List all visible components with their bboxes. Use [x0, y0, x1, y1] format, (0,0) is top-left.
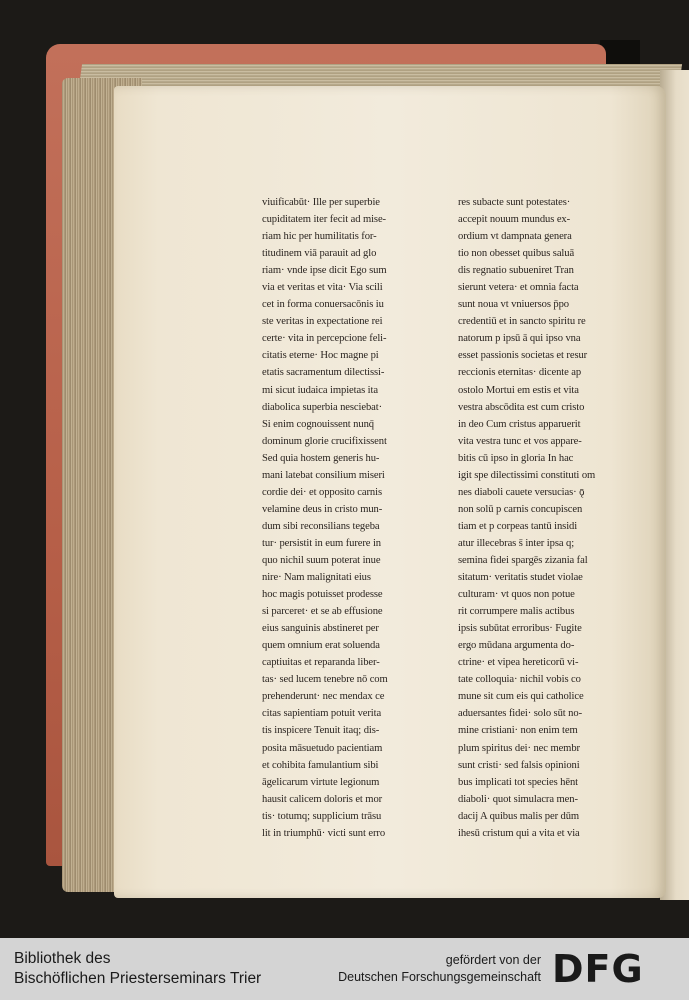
- text-line: vestra abscōdita est cum cristo: [458, 401, 585, 413]
- text-line: cupiditatem iter fecit ad mise-: [262, 214, 386, 226]
- text-line: tiam et p corpeas tantū insidi: [458, 520, 578, 532]
- text-line: dis regnatio subueniret Tran: [458, 265, 574, 277]
- library-name-line1: Bibliothek des: [14, 950, 111, 967]
- library-name: [14, 949, 261, 989]
- text-line: ordium vt dampnata genera: [458, 231, 572, 243]
- text-line: lit in triumphū· victi sunt erro: [262, 827, 386, 839]
- text-line: res subacte sunt potestates·: [458, 197, 571, 208]
- text-line: diabolica superbia nesciebat·: [262, 401, 383, 413]
- text-line: titudinem viā parauit ad glo: [262, 248, 377, 260]
- text-line: plum spiritus dei· nec membr: [458, 742, 580, 754]
- text-line: non solū p carnis concupiscen: [458, 503, 583, 515]
- text-line: tio non obesset quibus saluā: [458, 248, 575, 260]
- text-line: ihesū cristum qui a vita et via: [458, 827, 580, 839]
- text-line: dominum glorie crucifixissent: [262, 435, 387, 447]
- text-line: tate colloquia· nichil vobis co: [458, 674, 581, 686]
- text-line: velamine deus in cristo mun-: [262, 503, 383, 515]
- text-line: mi sicut iudaica impietas ita: [262, 384, 378, 396]
- text-line: diaboli· quot simulacra men-: [458, 793, 578, 805]
- text-line: si parceret· et se ab effusione: [262, 606, 383, 618]
- text-line: dum sibi reconsilians tegeba: [262, 520, 380, 532]
- text-line: cordie dei· et opposito carnis: [262, 486, 382, 498]
- text-line: tis· totumq; supplicium trāsu: [262, 810, 382, 822]
- text-line: Sed quia hostem generis hu-: [262, 452, 380, 464]
- text-line: reccionis eternitas· dicente ap: [458, 367, 582, 379]
- text-line: via et veritas et vita· Via scili: [262, 282, 383, 294]
- text-line: mine cristiani· non enim tem: [458, 725, 578, 737]
- text-line: viuificabūt· Ille per superbie: [262, 197, 380, 208]
- text-line: hausit calicem doloris et mor: [262, 793, 383, 805]
- text-line: vita vestra tunc et vos appare-: [458, 435, 582, 447]
- text-line: tur· persistit in eum furere in: [262, 537, 381, 549]
- text-line: esset passionis societas et resur: [458, 350, 588, 362]
- text-line: cet in forma conuersacōnis iu: [262, 299, 384, 311]
- text-column-left: [262, 194, 434, 842]
- text-line: certe· vita in percepcione feli-: [262, 333, 387, 345]
- text-line: citas sapientiam potuit verita: [262, 708, 382, 720]
- text-line: etatis sacramentum dilectissi-: [262, 367, 385, 379]
- text-line: riam hic per humilitatis for-: [262, 231, 377, 243]
- text-line: natorum p ipsū ā qui ipso vna: [458, 333, 581, 345]
- text-line: ctrine· et vipea hereticorū vi-: [458, 657, 579, 669]
- text-line: ipsis subūtat erroribus· Fugite: [458, 623, 582, 635]
- text-line: sunt cristi· sed falsis opinioni: [458, 759, 580, 771]
- text-line: āgelicarum virtute legionum: [262, 776, 380, 788]
- text-line: ostolo Mortui em estis et vita: [458, 384, 579, 396]
- text-line: tis inspicere Tenuit itaq; dis-: [262, 725, 380, 737]
- text-line: eius sanguinis abstineret per: [262, 623, 379, 635]
- text-line: et cohibita famulantium sibi: [262, 759, 379, 771]
- text-line: igit spe dilectissimi constituti om: [458, 469, 596, 481]
- text-line: hoc magis potuisset prodesse: [262, 589, 383, 601]
- text-line: bus implicati tot species hēnt: [458, 776, 578, 788]
- library-name-line2: Bischöflichen Priesterseminars Trier: [14, 970, 262, 987]
- text-line: tas· sed lucem tenebre nō com: [262, 674, 388, 686]
- text-line: aduersantes fidei· solo sūt no-: [458, 708, 582, 720]
- text-line: nes diaboli cauete versucias· ǭ: [458, 486, 585, 498]
- text-line: sierunt vetera· et omnia facta: [458, 282, 579, 294]
- text-line: mune sit cum eis qui catholice: [458, 691, 584, 703]
- text-line: Si enim cognouissent nunq̄: [262, 418, 374, 430]
- funding-note: [338, 952, 541, 986]
- text-line: mani latebat consilium miseri: [262, 469, 385, 481]
- text-line: riam· vnde ipse dicit Ego sum: [262, 265, 387, 277]
- text-line: quo nichil suum poterat inue: [262, 554, 381, 566]
- text-line: prehenderunt· nec mendax ce: [262, 691, 385, 703]
- funding-note-line2: Deutschen Forschungsgemeinschaft: [338, 970, 541, 984]
- text-line: atur illecebras s̄ inter ipsa q;: [458, 537, 575, 549]
- funding-note-line1: gefördert von der: [445, 953, 541, 967]
- text-line: in deo Cum cristus apparuerit: [458, 418, 581, 430]
- text-line: credentiū et in sancto spiritu re: [458, 316, 586, 328]
- text-line: posita māsuetudo pacientiam: [262, 742, 383, 754]
- dfg-logo: DFG: [552, 947, 644, 991]
- text-line: sitatum· veritatis studet violae: [458, 572, 583, 584]
- text-line: nire· Nam malignitati eius: [262, 572, 371, 584]
- text-line: culturam· vt quos non potue: [458, 589, 575, 601]
- text-line: semina fidei spargēs zizania fal: [458, 554, 588, 566]
- text-line: accepit nouum mundus ex-: [458, 214, 571, 226]
- text-line: dacij A quibus malis per dūm: [458, 810, 580, 822]
- footer-bar: [0, 938, 689, 1000]
- text-line: bitis cū ipso in gloria In hac: [458, 452, 574, 464]
- text-line: rit corrumpere malis actibus: [458, 606, 575, 618]
- text-line: ste veritas in expectatione rei: [262, 316, 383, 328]
- text-line: sunt noua vt vniuersos p̄po: [458, 299, 569, 311]
- text-line: citatis eterne· Hoc magne pi: [262, 350, 379, 362]
- text-line: captiuitas et reparanda liber-: [262, 657, 380, 669]
- text-line: quem omnium erat soluenda: [262, 640, 380, 652]
- text-column-right: [458, 194, 630, 842]
- text-line: ergo mūdana argumenta do-: [458, 640, 575, 652]
